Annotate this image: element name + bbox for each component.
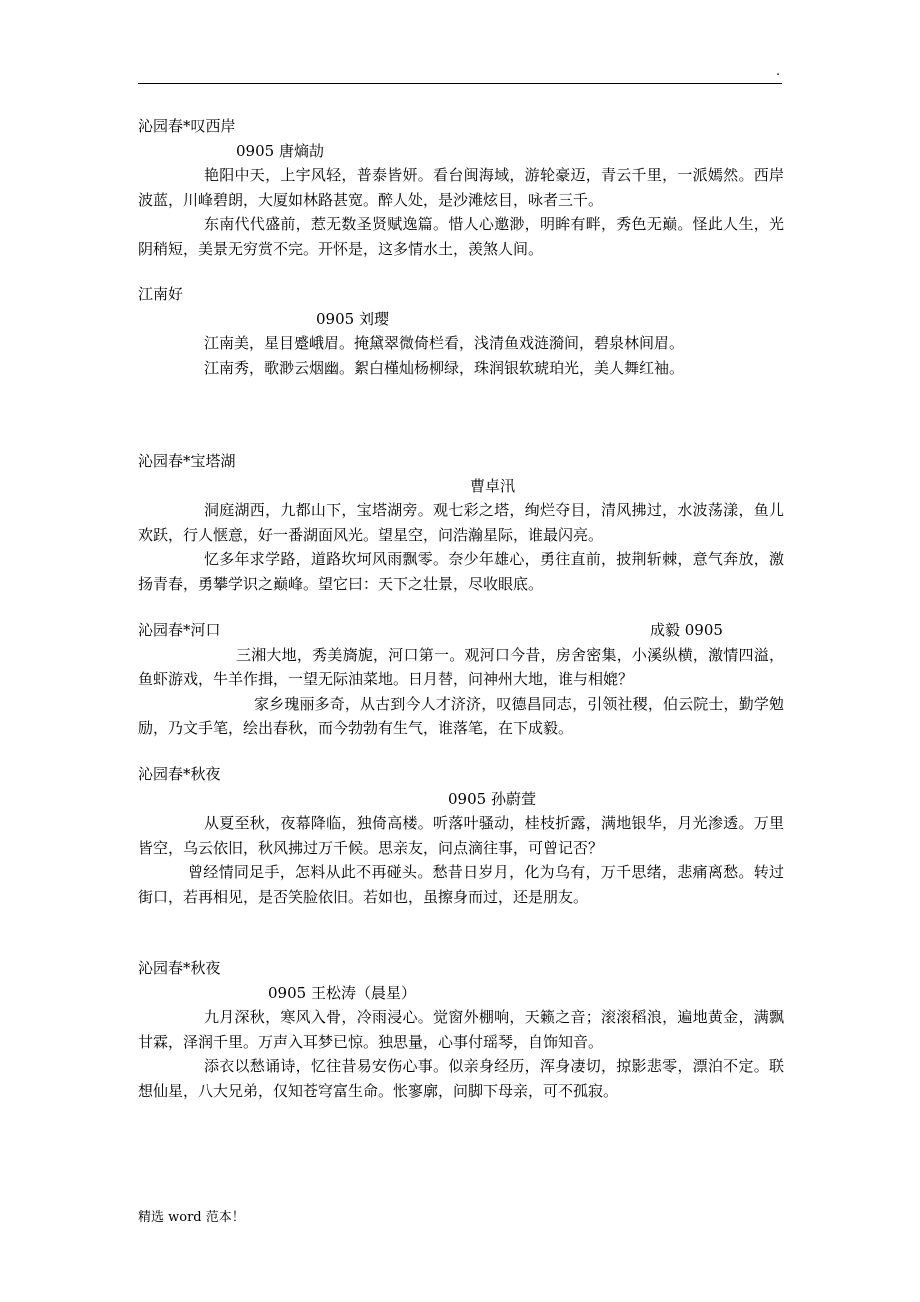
poem-title: 沁园春*宝塔湖 [138,452,236,470]
footer-note: 精选 word 范本！ [138,1210,245,1225]
poem-paragraph: 添衣以愁诵诗，忆往昔易安伤心事。似亲身经历，浑身凄切，掠影悲零，漂泊不定。联想仙星，八大兄弟，仅知苍穹富生命。怅寥廓，问脚下母亲，可不孤寂。 [138,1057,784,1100]
poem-paragraph: 九月深秋，寒风入骨，冷雨浸心。觉窗外棚响，天籁之音；滚滚稻浪，遍地黄金，满飘甘霖，泽润千里。万声入耳梦已惊。独思量，心事付瑶琴，自饰知音。 [138,1008,784,1051]
poem-paragraph: 忆多年求学路，道路坎坷风雨飘零。奈少年雄心，勇往直前，披荆斩棘，意气奔放，激扬青春，勇攀学识之巅峰。望它曰：天下之壮景，尽收眼底。 [138,550,784,593]
poem-paragraph: 家乡瑰丽多奇，从古到今人才济济，叹德昌同志，引领社稷，伯云院士，勤学勉励，乃文手笔，绘出春秋，而今勃勃有生气，谁落笔，在下成毅。 [138,694,784,737]
poem-title: 江南好 [138,285,184,303]
poem-paragraph: 艳阳中天，上宇风轻，普泰皆妍。看台闽海域，游轮豪迈，青云千里，一派嫣然。西岸波蓝，川峰碧朗，大厦如林路甚宽。醉人处，是沙滩炫目，咏者三千。 [138,166,784,209]
poem-author: 成毅 0905 [650,621,723,639]
poem-author: 0905 刘璎 [316,309,389,328]
poem-paragraph: 曾经情同足手，怎料从此不再碰头。愁昔日岁月，化为乌有，万千思绪，悲痛离愁。转过街口，若再相见，是否笑脸依旧。若如也，虽擦身而过，还是朋友。 [138,863,784,906]
poem-paragraph: 三湘大地，秀美旖旎，河口第一。观河口今昔，房舍密集，小溪纵横，激情四溢，鱼虾游戏，牛羊作揖，一望无际油菜地。日月替，问神州大地，谁与相媲？ [138,645,784,688]
poem-author: 0905 王松涛（晨星） [268,983,416,1002]
header-dot: . [776,64,781,79]
poem-title: 沁园春*秋夜 [138,765,221,783]
poem-section [138,282,784,380]
poem-paragraph: 东南代代盛前，惹无数圣贤赋逸篇。惜人心邀渺，明眸有畔，秀色无巅。怪此人生，光阴稍短，美景无穷赏不完。开怀是，这多情水土，羡煞人间。 [138,215,784,258]
poem-section [138,449,784,596]
poem-paragraph: 洞庭湖西，九都山下，宝塔湖旁。观七彩之塔，绚烂夺目，清风拂过，水波荡漾，鱼儿欢跃，行人惬意，好一番湖面风光。望星空，问浩瀚星际，谁最闪亮。 [138,501,784,544]
poem-title: 沁园春*河口 [138,621,221,639]
poem-section [138,114,784,261]
poem-section [138,762,784,909]
poem-section [138,956,784,1103]
poem-author: 0905 孙蔚萱 [448,789,536,808]
poem-title: 沁园春*叹西岸 [138,117,236,135]
header-rule [138,83,782,84]
poem-author: 0905 唐熵劼 [236,141,324,160]
poem-section [138,618,784,741]
poem-author: 曹卓汛 [470,476,516,495]
poem-paragraph: 从夏至秋，夜幕降临，独倚高楼。听落叶骚动，桂枝折露，满地银华，月光渗透。万里皆空，乌云依旧，秋风拂过万千候。思亲友，问点滴往事，可曾记否？ [138,814,784,857]
poem-paragraph: 江南秀，歌渺云烟幽。絮白槿灿杨柳绿，珠润银软琥珀光，美人舞红袖。 [204,358,685,377]
poem-paragraph: 江南美，星目蹙峨眉。掩黛翠微倚栏看，浅清鱼戏涟漪间，碧泉林间眉。 [204,334,685,352]
poem-title: 沁园春*秋夜 [138,959,221,977]
